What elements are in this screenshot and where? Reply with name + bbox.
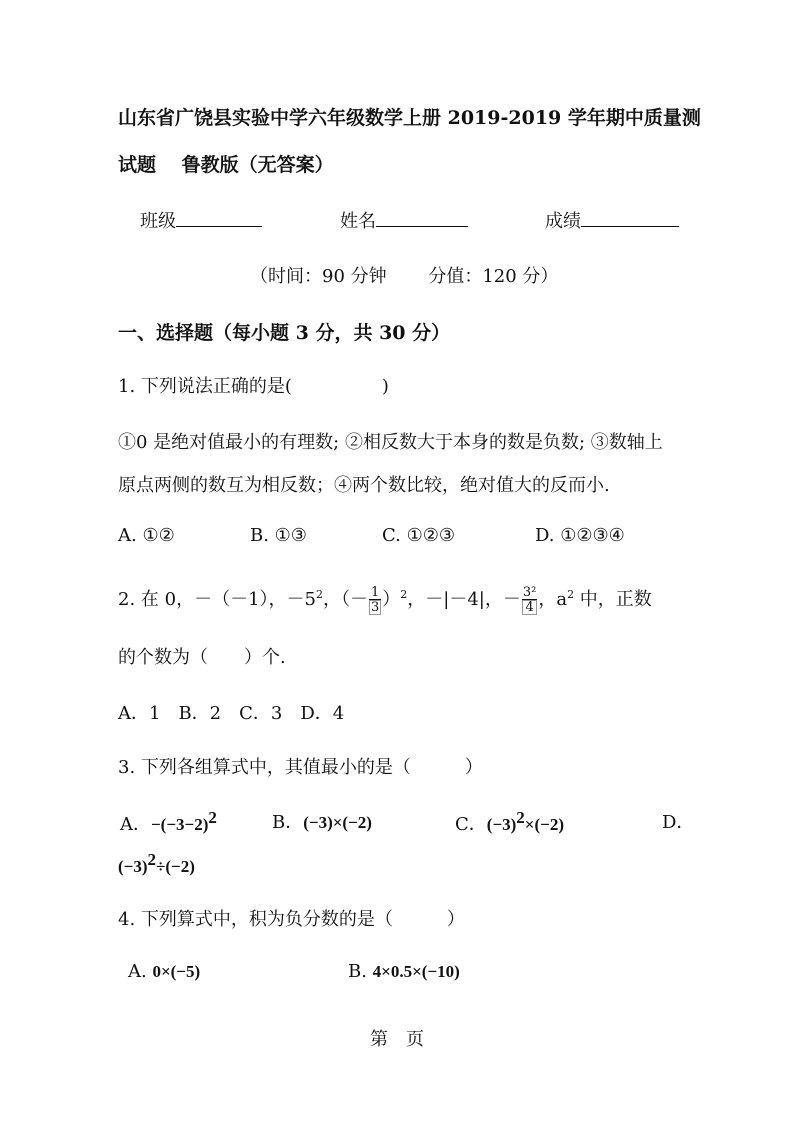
q3-option-a[interactable] [120,808,217,836]
q3-option-b[interactable] [272,808,372,834]
q3-c-expr1: (−3) [486,815,517,834]
title-line-2: 试题 鲁教版（无答案） [118,154,334,176]
q2-sup-c: 2 [400,588,408,601]
q1-option-b[interactable]: B. ①③ [250,525,307,546]
info-name [340,207,468,233]
exam-meta: （时间：90 分钟 分值：120 分） [250,266,559,287]
class-label: 班级 [140,211,176,232]
q2-frac2-den: 4 [522,600,537,615]
title-line-1: 山东省广饶县实验中学六年级数学上册 2019-2019 学年期中质量测 [118,107,701,129]
q4-option-a[interactable] [128,961,200,982]
q2-text-e: ，a [538,589,568,610]
q3-a-expr: −(−3−2) [151,815,209,834]
q2-text-c: ） [382,589,401,610]
q4-b-expr: 4×0.5×(−10) [372,962,460,981]
q2-frac1-num: 1 [370,584,380,600]
q2-line2: 的个数为（ ）个. [118,647,286,668]
page-footer: 第 页 [370,1029,424,1050]
q3-c-label: C． [455,814,487,835]
score-label: 成绩 [545,211,581,232]
q3-a-sup: 2 [208,808,217,827]
q3-d-expr1: (−3) [118,857,148,876]
q2-frac1-den: 3 [370,599,380,615]
section1-heading: 一、选择题（每小题 3 分，共 30 分） [118,322,451,344]
q2-stem [118,585,652,615]
q3-b-expr: (−3)×(−2) [303,813,372,832]
q4-option-b[interactable] [348,961,460,982]
q3-c-sup: 2 [516,808,525,827]
q3-d-label: D． [662,812,695,833]
q3-c-expr2: ×(−2) [524,815,564,834]
q2-sup-a: 2 [315,588,323,601]
q2-fraction-1 [369,586,381,615]
q4-a-expr: 0×(−5) [152,962,201,981]
q1-stem: 1. 下列说法正确的是( ) [118,376,389,397]
q3-b-label: B． [272,812,304,833]
q2-options[interactable]: A．1 B．2 C．3 D．4 [118,703,345,724]
q1-option-c[interactable]: C. ①②③ [382,525,455,546]
class-blank[interactable] [176,208,262,227]
q2-fraction-2 [522,586,537,615]
q4-stem: 4. 下列算式中，积为负分数的是（ ） [118,909,465,930]
q4-a-label: A. [128,961,153,982]
q1-option-d[interactable]: D. ①②③④ [535,525,625,546]
name-blank[interactable] [376,208,468,227]
q2-sup-e: 2 [567,588,575,601]
q2-text-b: ，（－ [322,589,368,610]
q3-option-d-expr[interactable] [118,850,195,877]
q2-text-f: 中，正数 [574,589,652,610]
score-blank[interactable] [581,208,679,227]
q1-option-a[interactable]: A. ①② [118,525,175,546]
info-class [140,207,262,233]
q3-option-d[interactable] [662,808,694,834]
q4-b-label: B. [348,961,373,982]
name-label: 姓名 [340,211,376,232]
q3-d-expr2: ÷(−2) [156,857,195,876]
q3-a-label: A． [120,814,151,835]
q3-d-sup: 2 [147,850,157,869]
q1-text-line2: 原点两侧的数互为相反数；④两个数比较，绝对值大的反而小. [118,475,610,496]
q1-text-line1: ①0 是绝对值最小的有理数; ②相反数大于本身的数是负数; ③数轴上 [118,432,663,453]
q2-text-a: 2. 在 0，－（－1），－5 [118,589,316,610]
q3-stem: 3. 下列各组算式中，其值最小的是（ ） [118,757,483,778]
q3-option-c[interactable] [455,808,564,836]
info-score [545,207,679,233]
q2-text-d: ，－|－4|，－ [407,589,521,610]
q2-frac2-num: 3² [522,584,537,600]
